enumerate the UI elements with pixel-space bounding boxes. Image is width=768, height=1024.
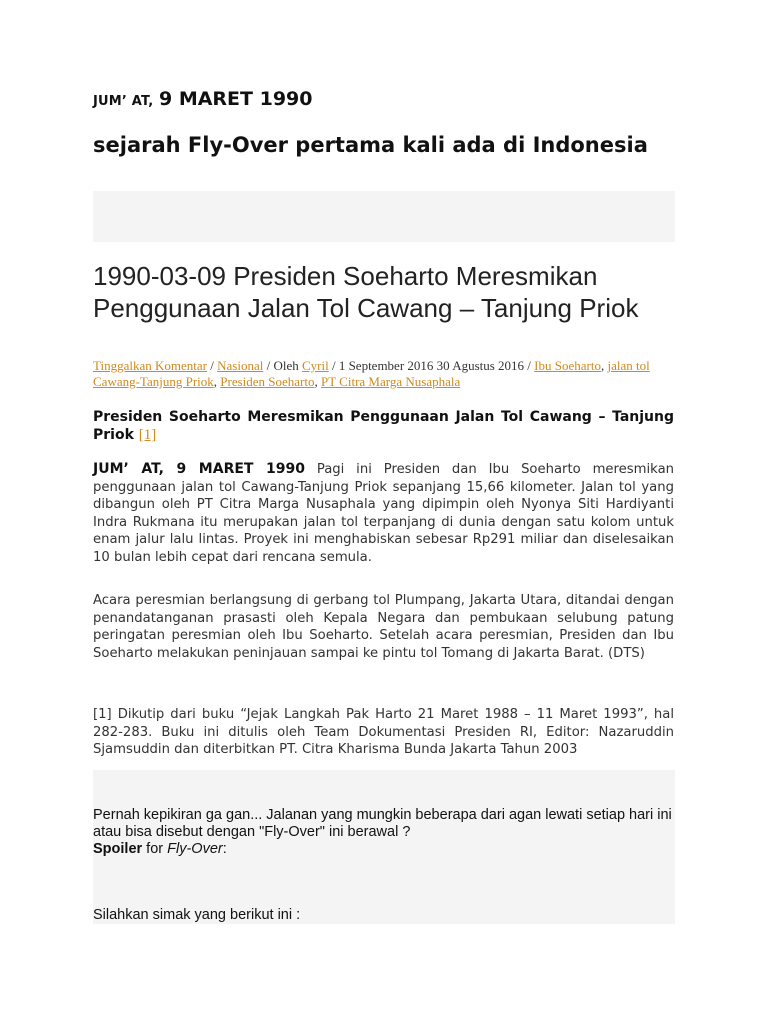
spoiler-for: for bbox=[142, 841, 168, 857]
forum-closing: Silahkan simak yang berikut ini : bbox=[93, 907, 301, 923]
paragraph-lead: JUM’ AT, 9 MARET 1990 bbox=[93, 461, 305, 477]
meta-separator: / bbox=[206, 358, 218, 373]
tag-link[interactable]: PT Citra Marga Nusaphala bbox=[321, 374, 461, 389]
embed-placeholder bbox=[93, 191, 675, 242]
meta-dates: / 1 September 2016 30 Agustus 2016 / bbox=[328, 358, 535, 373]
article-subtitle bbox=[93, 408, 674, 444]
article-meta: Tinggalkan Komentar / Nasional / Oleh Cyril / 1 September 2016 30 Agustus 2016 / Ibu Soeharto, jalan tol Cawang-Tanjung Priok, Presiden Soeharto, PT Citra Marga Nusaphala bbox=[93, 358, 650, 389]
subtitle-text: Presiden Soeharto Meresmikan Penggunaan Jalan Tol Cawang – Tanjung Priok bbox=[93, 409, 674, 443]
meta-by: / Oleh bbox=[263, 358, 302, 373]
spoiler-topic: Fly-Over bbox=[167, 841, 223, 857]
article-title: 1990-03-09 Presiden Soeharto Meresmikan Penggunaan Jalan Tol Cawang – Tanjung Priok bbox=[93, 261, 639, 323]
spoiler-label: Spoiler bbox=[93, 841, 143, 857]
page-title: sejarah Fly-Over pertama kali ada di Indonesia bbox=[93, 133, 648, 157]
comment-link[interactable]: Tinggalkan Komentar bbox=[93, 358, 207, 373]
footnote-link[interactable]: [1] bbox=[138, 427, 157, 443]
post-date-full: 9 MARET 1990 bbox=[158, 88, 313, 110]
post-date-day: JUM’ AT, bbox=[93, 94, 154, 109]
forum-question: Pernah kepikiran ga gan... Jalanan yang mungkin beberapa dari agan lewati setiap hari ini atau bisa disebut dengan "Fly-Over" ini berawal ? bbox=[93, 807, 672, 840]
spoiler-line[interactable] bbox=[93, 841, 673, 858]
post-date bbox=[93, 88, 313, 110]
paragraph-text: Pagi ini Presiden dan Ibu Soeharto meresmikan penggunaan jalan tol Cawang-Tanjung Priok sepanjang 15,66 kilometer. Jalan tol yang dibangun oleh PT Citra Marga Nusaphala yang dipimpin oleh Nyonya Siti Hardiyanti Indra Rukmana itu merupakan jalan tol terpanjang di dunia dengan satu kolom untuk enam jalur lalu lintas. Proyek ini menghabiskan sebesar Rp291 miliar dan diselesaikan 10 bulan lebih cepat dari rencana semula. bbox=[93, 462, 675, 565]
footnote-paragraph: [1] Dikutip dari buku “Jejak Langkah Pak Harto 21 Maret 1988 – 11 Maret 1993”, hal 282-283. Buku ini ditulis oleh Team Dokumentasi Presiden RI, Editor: Nazaruddin Sjamsuddin dan diterbitkan PT. Citra Kharisma Bunda Jakarta Tahun 2003 bbox=[93, 707, 674, 757]
category-link[interactable]: Nasional bbox=[217, 358, 264, 373]
spoiler-colon: : bbox=[222, 841, 227, 857]
forum-intro bbox=[93, 807, 673, 858]
article-paragraph: Acara peresmian berlangsung di gerbang tol Plumpang, Jakarta Utara, ditandai dengan penandatanganan prasasti oleh Kepala Negara dan pembukaan selubung patung peringatan peresmian oleh Ibu Soeharto. Setelah acara peresmian, Presiden dan Ibu Soeharto melakukan peninjauan sampai ke pintu tol Tomang di Jakarta Barat. (DTS) bbox=[93, 593, 674, 661]
article-paragraph bbox=[93, 461, 674, 566]
tag-link[interactable]: Ibu Soeharto bbox=[534, 358, 601, 373]
author-link[interactable]: Cyril bbox=[301, 358, 329, 373]
tag-link[interactable]: Presiden Soeharto bbox=[220, 374, 315, 389]
tag-link[interactable]: jalan tol Cawang-Tanjung Priok bbox=[93, 358, 650, 389]
